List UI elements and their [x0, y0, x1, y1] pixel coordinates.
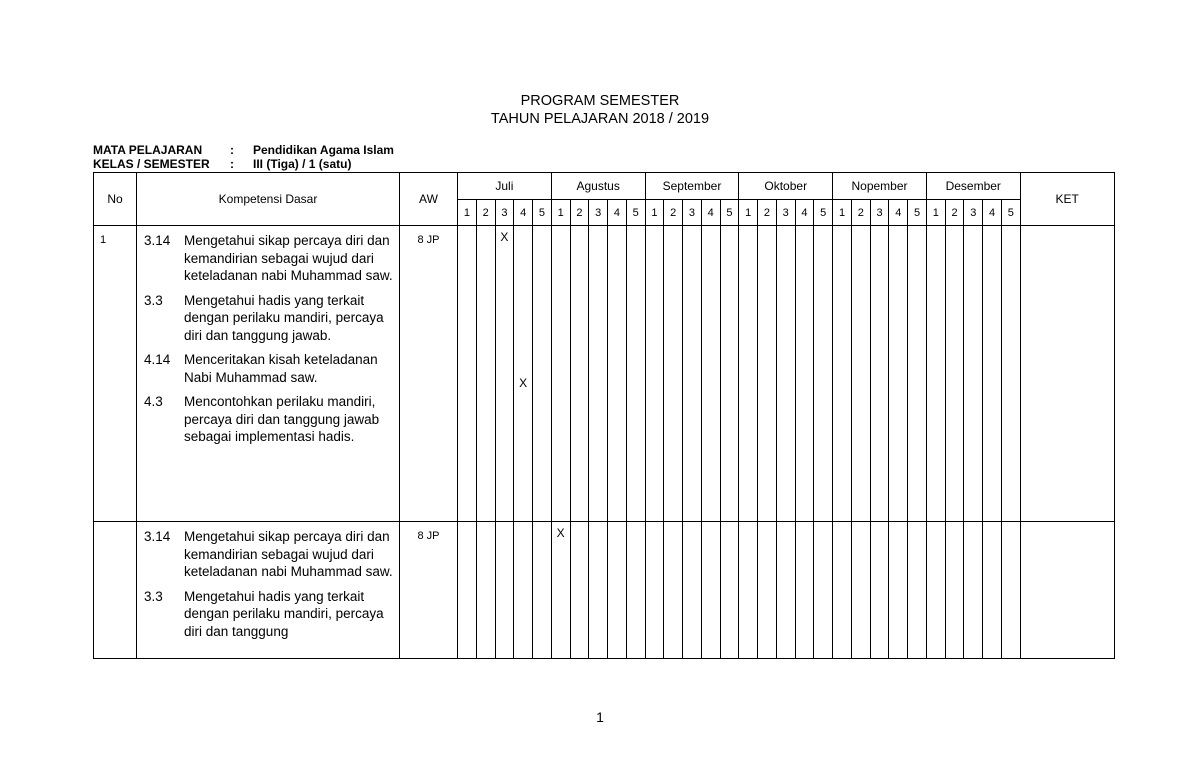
week-cell — [495, 226, 514, 522]
week-header: 1 — [645, 200, 664, 226]
week-cell — [983, 522, 1002, 659]
kd-item — [144, 528, 399, 581]
month-header-agustus: Agustus — [551, 173, 645, 200]
schedule-mark: X — [519, 376, 528, 390]
week-cell — [795, 522, 814, 659]
week-cell — [870, 522, 889, 659]
week-cell — [570, 522, 589, 659]
col-header-no: No — [94, 173, 137, 226]
week-header: 3 — [964, 200, 983, 226]
week-cell — [945, 522, 964, 659]
week-cell — [683, 226, 702, 522]
week-cell — [945, 226, 964, 522]
col-header-kd: Kompetensi Dasar — [137, 173, 400, 226]
kd-text: Mengetahui hadis yang terkait dengan perilaku mandiri, percaya diri dan tanggung — [184, 588, 384, 639]
subject-separator: : — [230, 143, 234, 157]
week-cell — [701, 522, 720, 659]
keterangan-cell — [1020, 522, 1114, 659]
col-header-ket: KET — [1020, 173, 1114, 226]
week-cell — [495, 522, 514, 659]
month-header-september: September — [645, 173, 739, 200]
week-cell — [645, 522, 664, 659]
kd-text: Mengetahui sikap percaya diri dan kemandirian sebagai wujud dari keteladanan nabi Muhammad saw. — [184, 529, 393, 579]
week-cell — [645, 226, 664, 522]
week-cell — [964, 226, 983, 522]
week-cell — [851, 522, 870, 659]
kd-code: 4.3 — [144, 394, 163, 409]
week-cell — [589, 226, 608, 522]
week-header: 2 — [664, 200, 683, 226]
subject-value: Pendidikan Agama Islam — [253, 143, 394, 157]
week-header: 2 — [476, 200, 495, 226]
week-cell — [626, 522, 645, 659]
month-header-juli: Juli — [458, 173, 552, 200]
week-cell — [664, 522, 683, 659]
week-header: 5 — [908, 200, 927, 226]
week-header: 1 — [926, 200, 945, 226]
page-number: 1 — [596, 709, 604, 725]
week-cell — [926, 522, 945, 659]
kompetensi-dasar-cell — [137, 522, 400, 659]
week-header: 4 — [701, 200, 720, 226]
week-header: 4 — [608, 200, 627, 226]
week-header: 4 — [795, 200, 814, 226]
kompetensi-dasar-cell — [137, 226, 400, 522]
week-cell — [720, 226, 739, 522]
document-subtitle: TAHUN PELAJARAN 2018 / 2019 — [490, 111, 710, 127]
week-cell — [908, 522, 927, 659]
week-cell — [533, 226, 552, 522]
week-cell — [626, 226, 645, 522]
week-cell — [533, 522, 552, 659]
week-header: 5 — [626, 200, 645, 226]
kd-code: 3.3 — [144, 292, 163, 308]
kd-text: Mengetahui sikap percaya diri dan kemandirian sebagai wujud dari keteladanan nabi Muhammad saw. — [184, 233, 393, 283]
week-cell — [851, 226, 870, 522]
week-cell — [458, 226, 477, 522]
alokasi-waktu: 8 JP — [400, 522, 458, 659]
week-cell — [514, 226, 533, 522]
week-cell — [758, 522, 777, 659]
kd-code: 4.14 — [144, 352, 171, 367]
month-header-oktober: Oktober — [739, 173, 833, 200]
week-cell — [983, 226, 1002, 522]
week-cell — [514, 522, 533, 659]
week-header: 2 — [851, 200, 870, 226]
class-label: KELAS / SEMESTER — [93, 157, 210, 171]
week-header: 1 — [739, 200, 758, 226]
kd-item — [144, 292, 399, 345]
week-cell — [776, 522, 795, 659]
kd-text: Mengetahui hadis yang terkait dengan perilaku mandiri, percaya diri dan tanggung jawab. — [184, 292, 384, 343]
week-header: 1 — [458, 200, 477, 226]
table-row — [94, 226, 1115, 522]
kd-item — [144, 351, 399, 386]
week-cell — [776, 226, 795, 522]
week-cell — [964, 522, 983, 659]
week-header: 2 — [945, 200, 964, 226]
schedule-mark: X — [500, 230, 509, 244]
week-cell — [889, 522, 908, 659]
week-cell — [720, 522, 739, 659]
keterangan-cell — [1020, 226, 1114, 522]
week-cell — [739, 522, 758, 659]
week-cell — [458, 522, 477, 659]
kd-item — [144, 588, 399, 641]
week-header: 2 — [570, 200, 589, 226]
col-header-aw: AW — [400, 173, 458, 226]
week-header: 1 — [833, 200, 852, 226]
week-header: 3 — [589, 200, 608, 226]
week-cell — [1001, 226, 1020, 522]
week-cell — [476, 522, 495, 659]
week-cell — [758, 226, 777, 522]
week-cell — [608, 226, 627, 522]
week-cell — [908, 226, 927, 522]
month-header-desember: Desember — [926, 173, 1020, 200]
week-cell — [589, 522, 608, 659]
class-value: III (Tiga) / 1 (satu) — [253, 157, 352, 171]
table-row — [94, 522, 1115, 659]
week-header: 3 — [870, 200, 889, 226]
kd-item — [144, 232, 399, 285]
week-cell — [664, 226, 683, 522]
week-cell — [551, 522, 570, 659]
header-row-months — [94, 173, 1115, 200]
kd-item — [144, 393, 399, 446]
week-cell — [833, 226, 852, 522]
week-cell — [701, 226, 720, 522]
week-cell — [795, 226, 814, 522]
week-cell — [739, 226, 758, 522]
table-body — [94, 226, 1115, 659]
week-header: 2 — [758, 200, 777, 226]
week-cell — [926, 226, 945, 522]
week-header: 3 — [683, 200, 702, 226]
week-cell — [870, 226, 889, 522]
kd-code: 3.14 — [144, 233, 171, 248]
kd-code: 3.14 — [144, 529, 171, 544]
week-cell — [814, 226, 833, 522]
document-title: PROGRAM SEMESTER — [520, 93, 680, 109]
kd-code: 3.3 — [144, 588, 163, 604]
week-cell — [833, 522, 852, 659]
class-separator: : — [230, 157, 234, 171]
subject-label: MATA PELAJARAN — [93, 143, 203, 157]
week-header: 3 — [495, 200, 514, 226]
week-header: 5 — [720, 200, 739, 226]
week-cell — [683, 522, 702, 659]
row-number: 1 — [94, 226, 137, 522]
week-cell — [551, 226, 570, 522]
week-cell — [889, 226, 908, 522]
week-header: 5 — [1001, 200, 1020, 226]
kd-text: Menceritakan kisah keteladanan Nabi Muhammad saw. — [184, 352, 378, 385]
alokasi-waktu: 8 JP — [400, 226, 458, 522]
week-header: 3 — [776, 200, 795, 226]
schedule-mark: X — [556, 526, 565, 540]
week-cell — [814, 522, 833, 659]
week-header: 4 — [889, 200, 908, 226]
week-header: 5 — [533, 200, 552, 226]
week-header: 4 — [983, 200, 1002, 226]
month-header-nopember: Nopember — [833, 173, 927, 200]
week-header: 4 — [514, 200, 533, 226]
week-cell — [570, 226, 589, 522]
week-cell — [608, 522, 627, 659]
week-header: 1 — [551, 200, 570, 226]
week-cell — [476, 226, 495, 522]
week-header: 5 — [814, 200, 833, 226]
row-number — [94, 522, 137, 659]
program-semester-table — [93, 172, 1115, 659]
week-cell — [1001, 522, 1020, 659]
kd-text: Mencontohkan perilaku mandiri, percaya diri dan tanggung jawab sebagai implementasi hadis. — [184, 394, 380, 444]
